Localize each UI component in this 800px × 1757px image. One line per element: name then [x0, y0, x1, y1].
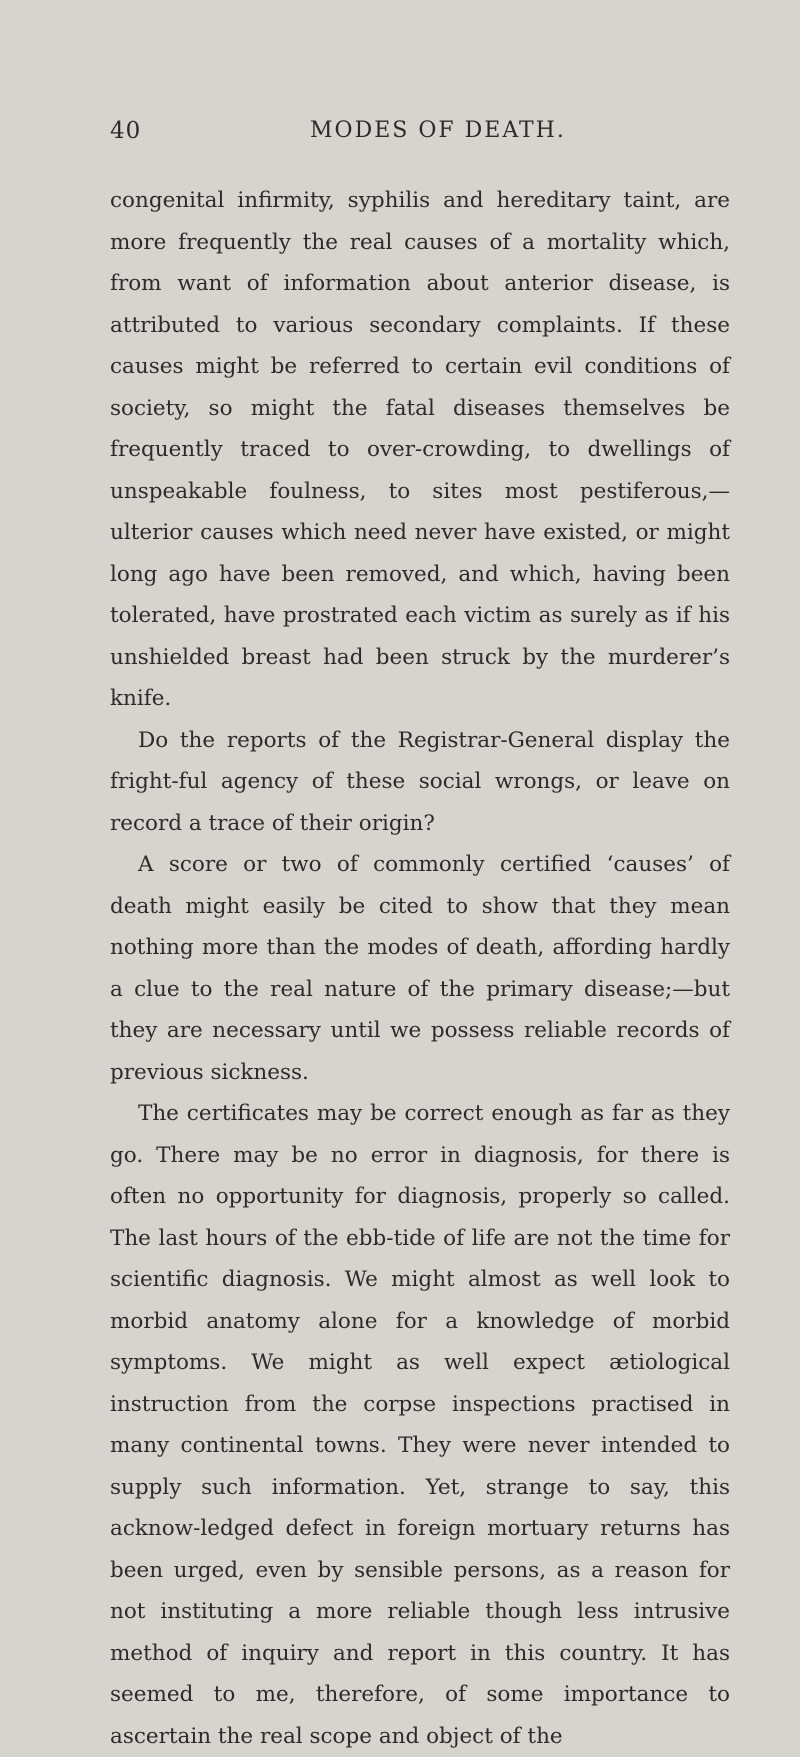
- paragraph-certificates: The certificates may be correct enough as far as they go. There may be no error in diagnosis, for there is often no opportunity for diagnosis, properly so called. The last hours of the ebb-tide of life are not the time for scientific diagnosis. We might almost as well look to morbid anatomy alone for a knowledge of morbid symptoms. We might as well expect ætiological instruction from the corpse inspections practised in many continental towns. They were never intended to supply such information. Yet, strange to say, this acknow-ledged defect in foreign mortuary returns has been urged, even by sensible persons, as a reason for not instituting a more reliable though less intrusive method of inquiry and report in this country. It has seemed to me, therefore, of some importance to ascertain the real scope and object of the: [110, 1101, 730, 1749]
- running-title: MODES OF DEATH.: [310, 118, 566, 143]
- paragraph-certified-causes: A score or two of commonly certified ‘causes’ of death might easily be cited to show that they mean nothing more than the modes of death, affording hardly a clue to the real nature of the primary disease;—but they are necessary until we possess reliable records of previous sickness.: [110, 852, 730, 1085]
- page-number: 40: [110, 118, 142, 144]
- body-text: [110, 180, 730, 1757]
- paragraph-continuation: congenital infirmity, syphilis and hereditary taint, are more frequently the real causes of a mortality which, from want of information about anterior disease, is attributed to various secondary complaints. If these causes might be referred to certain evil conditions of society, so might the fatal diseases themselves be frequently traced to over-crowding, to dwellings of unspeakable foulness, to sites most pestiferous,—ulterior causes which need never have existed, or might long ago have been removed, and which, having been tolerated, have prostrated each victim as surely as if his unshielded breast had been struck by the murderer’s knife.: [110, 188, 730, 711]
- paragraph-registrar-question: Do the reports of the Registrar-General display the fright-ful agency of these social wrongs, or leave on record a trace of their origin?: [110, 727, 730, 836]
- running-head: [110, 118, 730, 152]
